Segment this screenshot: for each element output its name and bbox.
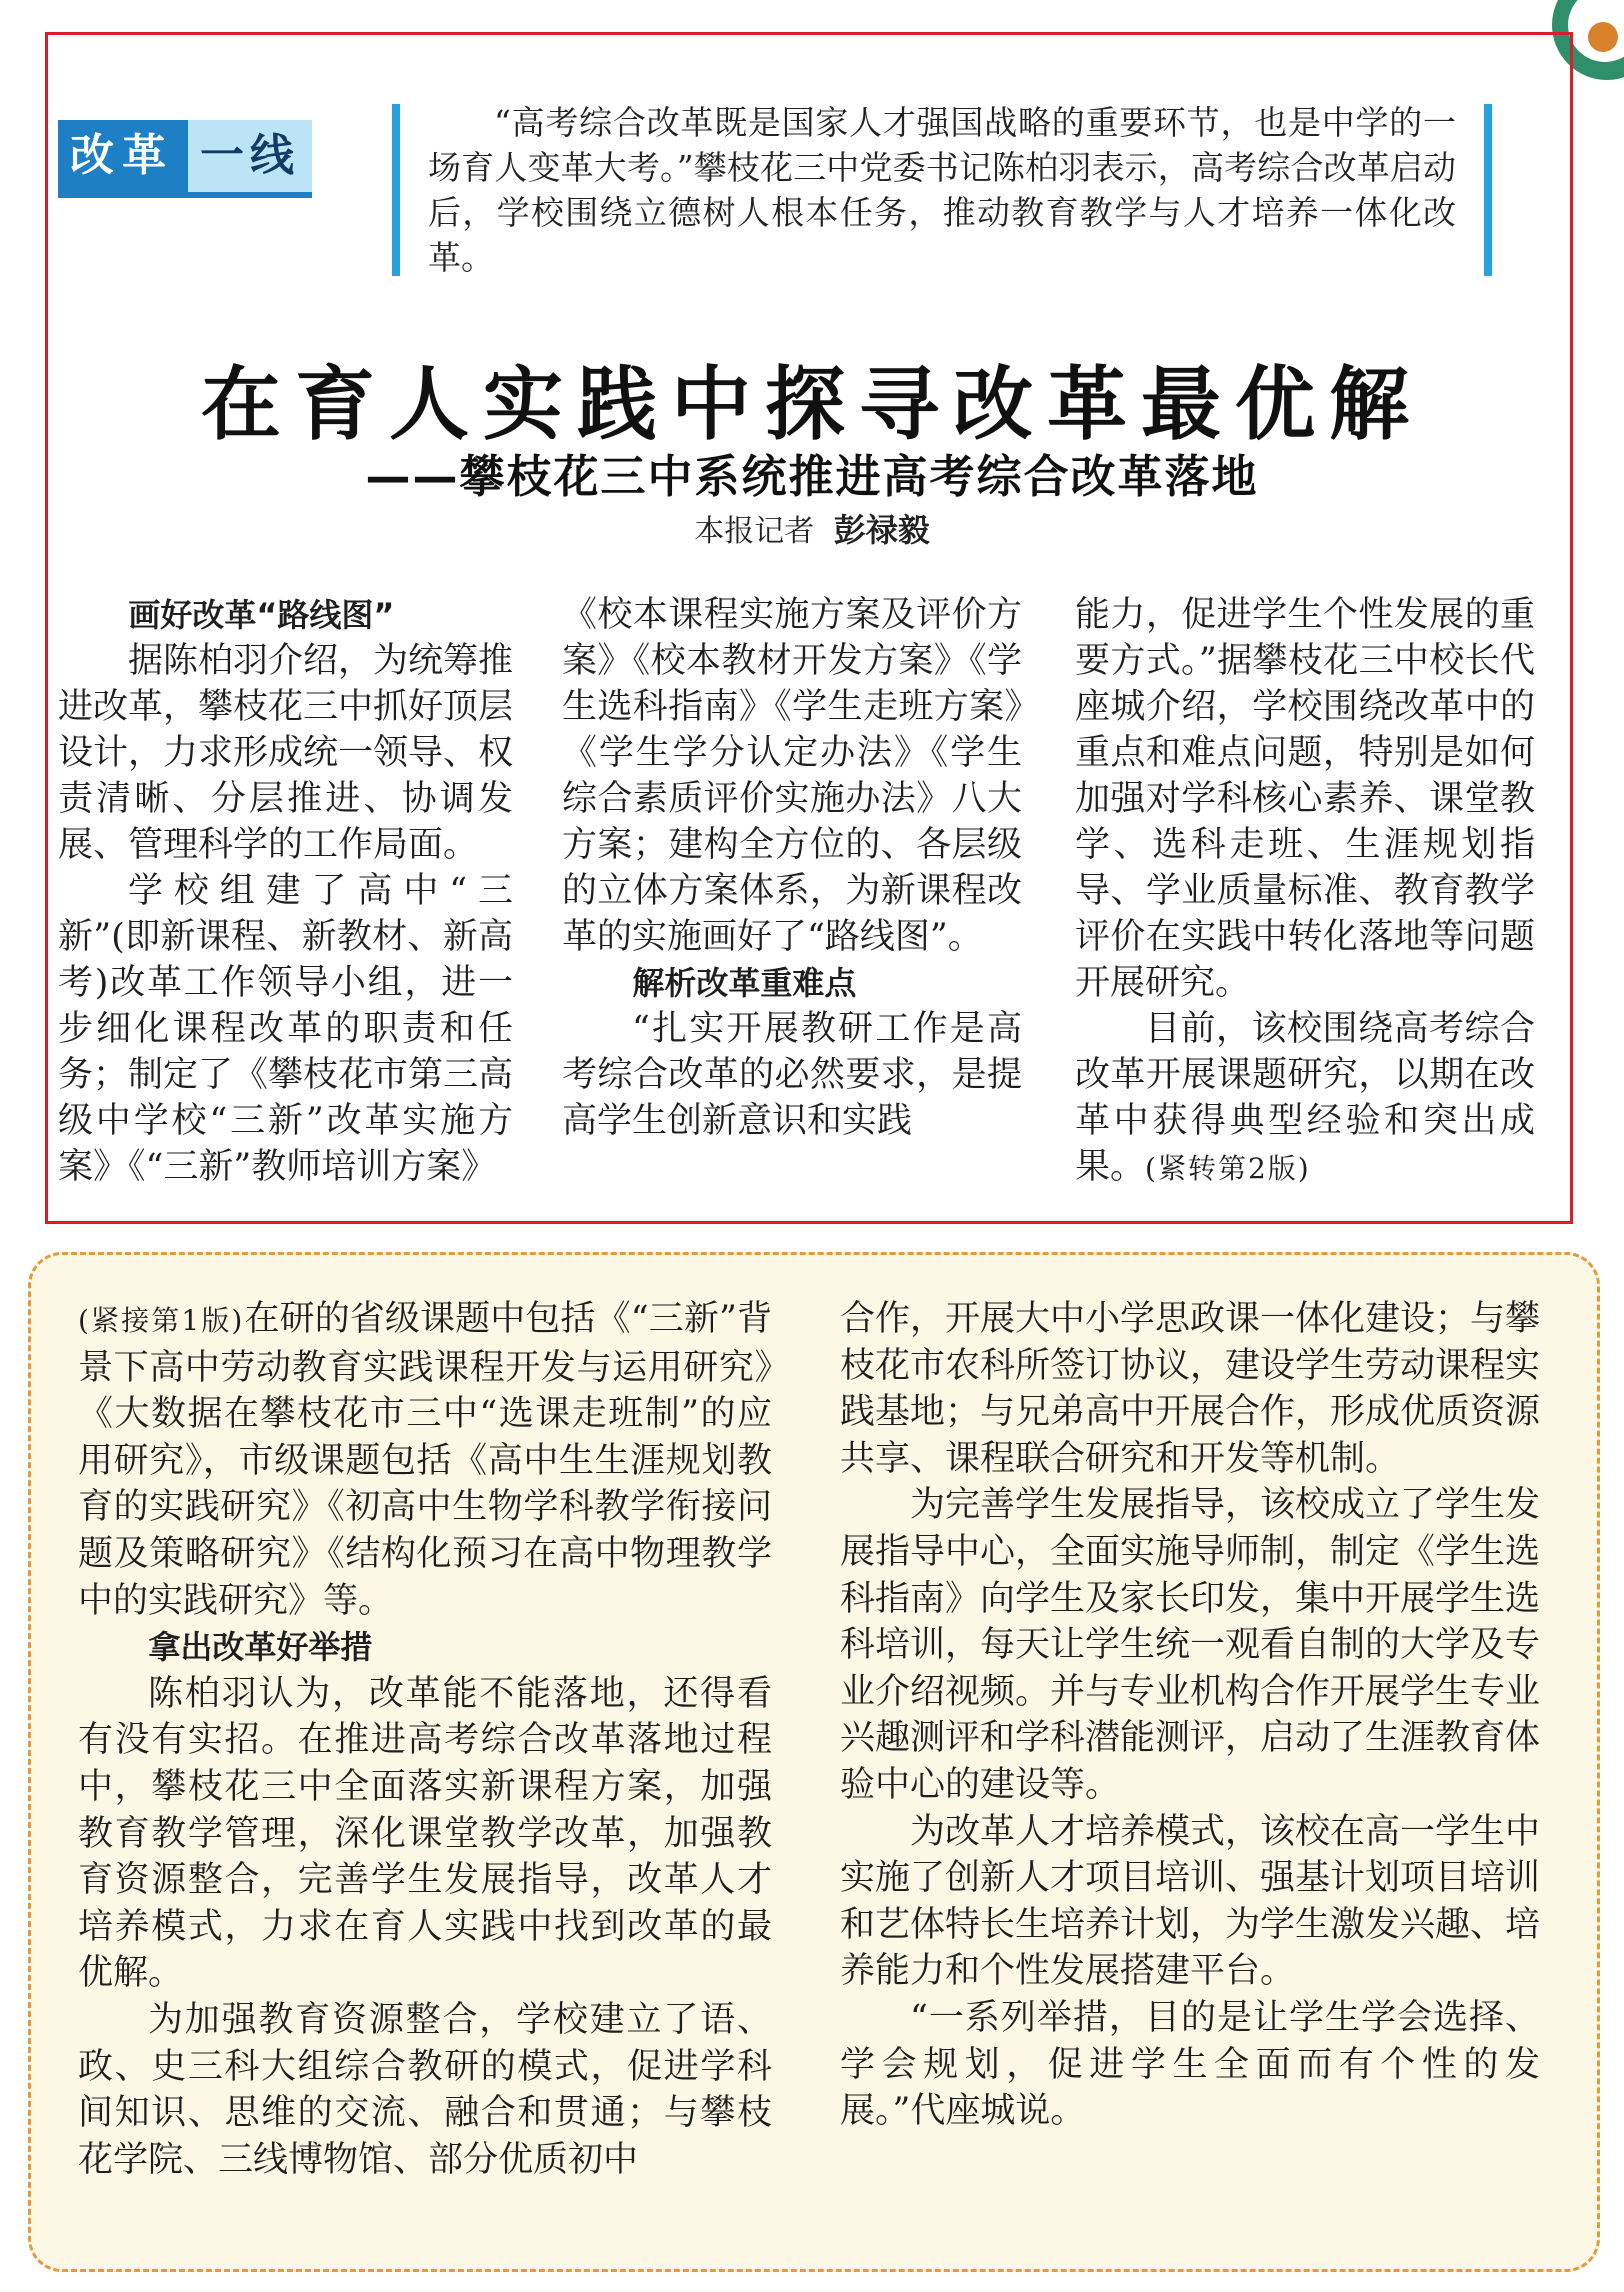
continuation-column-2 [840,1296,1540,2135]
continued-note: (紧转第2版) [1145,1152,1311,1185]
byline [0,505,1624,551]
paragraph: 《校本课程实施方案及评价方案》《校本教材开发方案》《学生选科指南》《学生走班方案》《学生学分认定办法》《学生综合素质评价实施办法》八大方案；建构全方位的、各层级的立体方案体系，为新课程改革的实施画好了“路线图”。 [562,595,1022,957]
column-badge [58,120,312,198]
section-title: 画好改革“路线图” [128,596,395,634]
paragraph: 能力，促进学生个性发展的重要方式。”据攀枝花三中校长代座城介绍，学校围绕改革中的重点和难点问题，特别是如何加强对学科核心素养、课堂教学、选科走班、生涯规划指导、学业质量标准、教育教学评价在实践中转化落地等问题开展研究。 [1075,595,1535,1003]
badge-right: 一线 [188,120,312,198]
paragraph: “一系列举措，目的是让学生学会选择、学会规划，促进学生全面而有个性的发展。”代座城说。 [840,1997,1540,2132]
paragraph [1075,1006,1535,1192]
lead-text: “高考综合改革既是国家人才强国战略的重要环节，也是中学的一场育人变革大考。”攀枝花三中党委书记陈柏羽表示，高考综合改革启动后，学校围绕立德树人根本任务，推动教育教学与人才培养一体化改革。 [428,103,1456,277]
paragraph: 合作，开展大中小学思政课一体化建设；与攀枝花市农科所签订协议，建设学生劳动课程实践基地；与兄弟高中开展合作，形成优质资源共享、课程联合研究和开发等机制。 [840,1299,1541,1479]
lead-quote [392,100,1492,280]
paragraph: 陈柏羽认为，改革能不能落地，还得看有没有实招。在推进高考综合改革落地过程中，攀枝花三中全面落实新课程方案，加强教育教学管理，深化课堂教学改革，加强教育资源整合，完善学生发展指导，改革人才培养模式，力求在育人实践中找到改革的最优解。 [78,1673,772,1994]
paragraph: 学校组建了高中“三新”(即新课程、新教材、新高考)改革工作领导小组，进一步细化课程改革的职责和任务；制定了《攀枝花市第三高级中学校“三新”改革实施方案》《“三新”教师培训方案》 [58,871,514,1187]
paragraph: 据陈柏羽介绍，为统筹推进改革，攀枝花三中抓好顶层设计，力求形成统一领导、权责清晰、分层推进、协调发展、管理科学的工作局面。 [58,641,514,865]
reporter-name: 彭禄毅 [833,511,930,549]
section-title: 拿出改革好举措 [148,1628,373,1667]
headline: 在育人实践中探寻改革最优解 [201,358,1423,451]
paragraph: 为加强教育资源整合，学校建立了语、政、史三科大组综合教研的模式，促进学科间知识、思维的交流、融合和贯通；与攀枝花学院、三线博物馆、部分优质初中 [78,1999,772,2180]
quote-bar-right [1484,104,1492,276]
quote-bar-left [392,104,400,276]
subheadline: ——攀枝花三中系统推进高考综合改革落地 [365,450,1259,503]
paragraph-text: 在研的省级课题中包括《“三新”背景下高中劳动教育实践课程开发与运用研究》《大数据在攀枝花市三中“选课走班制”的应用研究》，市级课题包括《高中生生涯规划教育的实践研究》《初高中生物学科教学衔接问题及策略研究》《结构化预习在高中物理教学中的实践研究》等。 [78,1299,772,1621]
paragraph [78,1296,772,1624]
article-column-2 [562,592,1022,1144]
paragraph: 为改革人才培养模式，该校在高一学生中实施了创新人才项目培训、强基计划项目培训和艺体特长生培养计划，为学生激发兴趣、培养能力和个性发展搭建平台。 [840,1811,1541,1992]
paragraph-text: 目前，该校围绕高考综合改革开展课题研究，以期在改革中获得典型经验和突出成果。 [1075,1009,1535,1187]
continuation-column-1 [78,1296,772,2183]
article-column-1 [58,592,513,1190]
continued-from-note: (紧接第1版) [78,1304,245,1337]
article-column-3 [1075,592,1535,1192]
paragraph: “扎实开展教研工作是高考综合改革的必然要求，是提高学生创新意识和实践 [562,1009,1022,1141]
byline-prefix: 本报记者 [694,514,815,549]
section-title: 解析改革重难点 [632,964,857,1002]
paragraph: 为完善学生发展指导，该校成立了学生发展指导中心，全面实施导师制，制定《学生选科指南》向学生及家长印发，集中开展学生选科培训，每天让学生统一观看自制的大学及专业介绍视频。并与专业机构合作开展学生专业兴趣测评和学科潜能测评，启动了生涯教育体验中心的建设等。 [840,1485,1541,1805]
badge-left: 改革 [58,120,188,198]
